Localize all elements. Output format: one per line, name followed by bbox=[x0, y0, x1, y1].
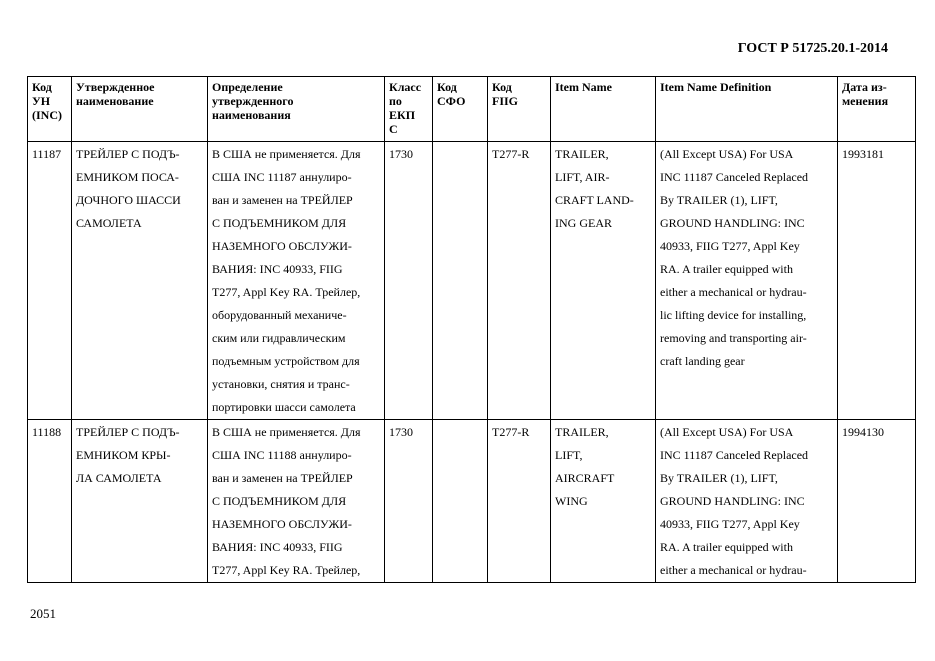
table-row bbox=[28, 420, 916, 583]
column-header-fiig: Код FIIG bbox=[488, 77, 551, 142]
column-header-item-name: Item Name bbox=[551, 77, 656, 142]
column-header-approved-name: Утвержденное наименование bbox=[72, 77, 208, 142]
cell-approved-name: ТРЕЙЛЕР С ПОДЪ- ЕМНИКОМ ПОСА- ДОЧНОГО ШАССИ САМОЛЕТА bbox=[72, 142, 208, 420]
cell-change-date: 1994130 bbox=[838, 420, 916, 583]
column-header-sfo: Код СФО bbox=[433, 77, 488, 142]
cell-item-name: TRAILER, LIFT, AIRCRAFT WING bbox=[551, 420, 656, 583]
table-row bbox=[28, 142, 916, 420]
cell-sfo bbox=[433, 420, 488, 583]
cell-item-name: TRAILER, LIFT, AIR- CRAFT LAND- ING GEAR bbox=[551, 142, 656, 420]
cell-inc: 11187 bbox=[28, 142, 72, 420]
column-header-inc: Код УН (INC) bbox=[28, 77, 72, 142]
cell-inc: 11188 bbox=[28, 420, 72, 583]
cell-fiig: T277-R bbox=[488, 420, 551, 583]
cell-approved-name: ТРЕЙЛЕР С ПОДЪ- ЕМНИКОМ КРЫ- ЛА САМОЛЕТА bbox=[72, 420, 208, 583]
cell-item-name-definition: (All Except USA) For USA INC 11187 Canceled Replaced By TRAILER (1), LIFT, GROUND HANDLING: INC 40933, FIIG T277, Appl Key RA. A trailer equipped with either a mechanical or hydrau- bbox=[656, 420, 838, 583]
cell-item-name-definition: (All Except USA) For USA INC 11187 Canceled Replaced By TRAILER (1), LIFT, GROUND HANDLING: INC 40933, FIIG T277, Appl Key RA. A trailer equipped with either a mechanical or hydrau- lic lifting device for installing, removing and transporting air- craft landing gear bbox=[656, 142, 838, 420]
table-header-row bbox=[28, 77, 916, 142]
document-code: ГОСТ Р 51725.20.1-2014 bbox=[737, 41, 888, 56]
cell-change-date: 1993181 bbox=[838, 142, 916, 420]
column-header-change-date: Дата из- менения bbox=[838, 77, 916, 142]
column-header-definition: Определение утвержденного наименования bbox=[208, 77, 385, 142]
column-header-class: Класс по ЕКП С bbox=[385, 77, 433, 142]
cell-sfo bbox=[433, 142, 488, 420]
column-header-item-name-definition: Item Name Definition bbox=[656, 77, 838, 142]
cell-class: 1730 bbox=[385, 142, 433, 420]
cell-fiig: T277-R bbox=[488, 142, 551, 420]
page-number: 2051 bbox=[30, 606, 56, 621]
specification-table bbox=[27, 76, 916, 583]
cell-definition: В США не применяется. Для США INC 11187 аннулиро- ван и заменен на ТРЕЙЛЕР С ПОДЪЕМНИКОМ ДЛЯ НАЗЕМНОГО ОБСЛУЖИ- ВАНИЯ: INC 40933, FIIG T277, Appl Key RA. Трейлер, оборудованный механиче- ским или гидравлическим подъемным устройством для установки, снятия и транс- портировки шасси самолета bbox=[208, 142, 385, 420]
cell-class: 1730 bbox=[385, 420, 433, 583]
cell-definition: В США не применяется. Для США INC 11188 аннулиро- ван и заменен на ТРЕЙЛЕР С ПОДЪЕМНИКОМ ДЛЯ НАЗЕМНОГО ОБСЛУЖИ- ВАНИЯ: INC 40933, FIIG T277, Appl Key RA. Трейлер, bbox=[208, 420, 385, 583]
